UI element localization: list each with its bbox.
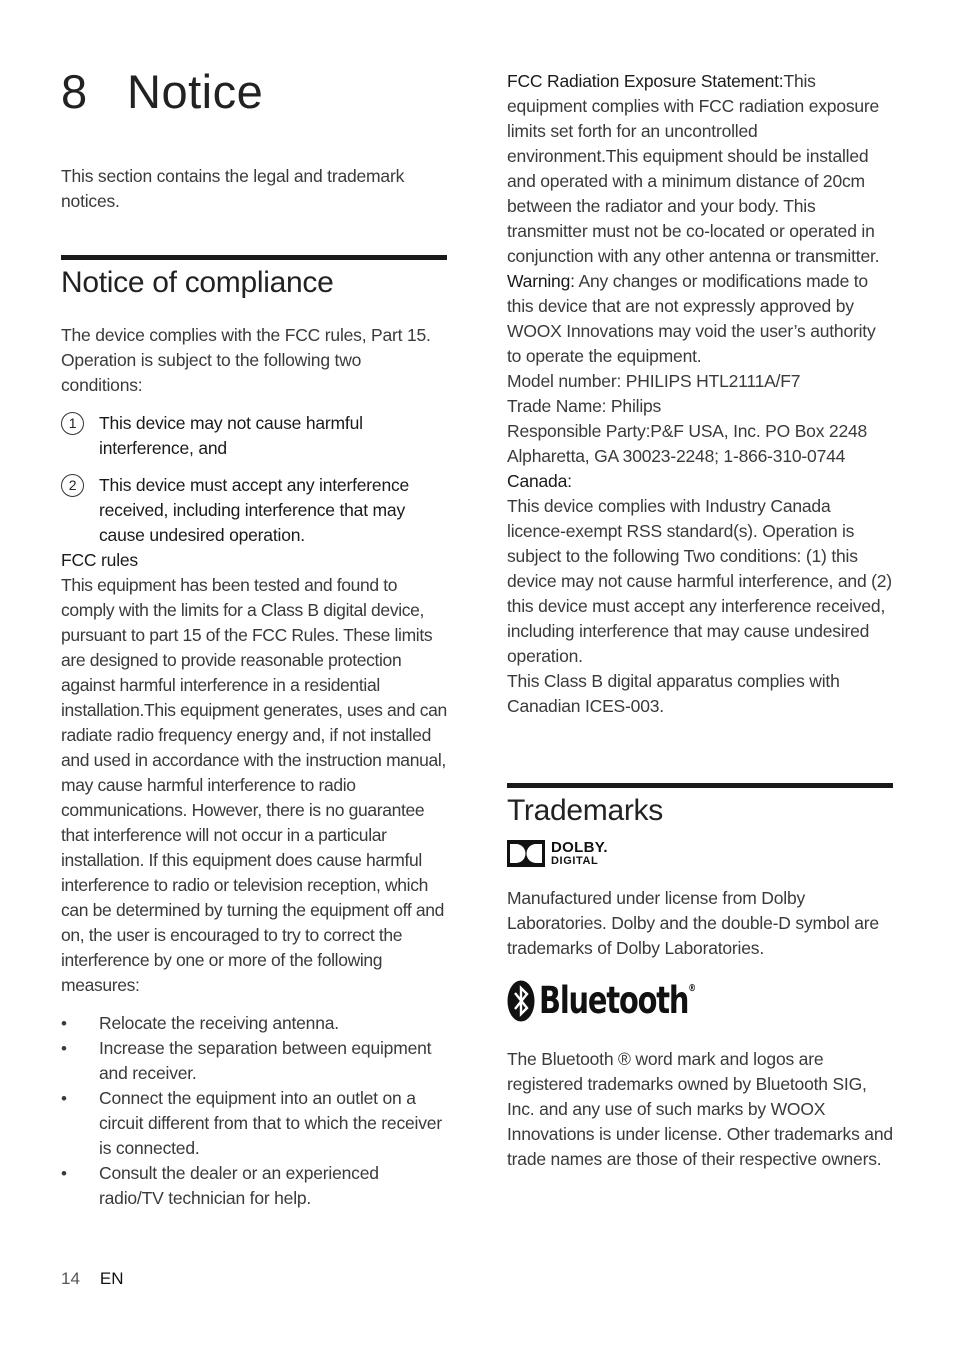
measures-list (61, 1011, 447, 1211)
measure-text: Relocate the receiving antenna. (99, 1013, 339, 1033)
chapter-name: Notice (127, 65, 264, 118)
radiation-text: This equipment complies with FCC radiation exposure limits set forth for an uncontrolled environment.This equipment should be installed and operated with a minimum distance of 20cm between the radiator and your body. This transmitter must not be co-located or operated in conjunction with any other antenna or transmitter. (507, 71, 880, 266)
fcc-rules-paragraph: This equipment has been tested and found to comply with the limits for a Class B digital device, pursuant to part 15 of the FCC Rules. These limits are designed to provide reasonable protection against harmful interference in a residential installation.This equipment generates, uses and can radiate radio frequency energy and, if not installed and used in accordance with the instruction manual, may cause harmful interference to radio communications. However, there is no guarantee that interference will not occur in a particular installation. If this equipment does cause harmful interference to radio or television reception, which can be determined by turning the equipment off and on, the user is encouraged to try to correct the interference by one or more of the following measures: (61, 575, 447, 995)
condition-item (61, 411, 447, 461)
condition-item (61, 473, 447, 548)
measure-text: Consult the dealer or an experienced radio/TV technician for help. (99, 1163, 379, 1208)
dolby-logo (507, 840, 893, 867)
dolby-wordmark (551, 840, 608, 867)
measure-text: Increase the separation between equipment and receiver. (99, 1038, 432, 1083)
number-circle: 2 (61, 474, 84, 497)
bluetooth-wordmark: Bluetooth® (539, 979, 697, 1022)
bullet-icon: • (61, 1089, 67, 1108)
conditions-list (61, 411, 447, 548)
bullet-icon: • (61, 1164, 67, 1183)
trade-name: Trade Name: Philips (507, 396, 662, 416)
intro-text: This section contains the legal and trademark notices. (61, 166, 405, 211)
canada-text: This device complies with Industry Canada licence-exempt RSS standard(s). Operation is subject to the following Two conditions: (1) this device may not cause harmful interference, and (2) this device must accept any interference received, including interference that may cause undesired operation. (507, 496, 892, 666)
measure-item (61, 1036, 447, 1086)
ices-text: This Class B digital apparatus complies with Canadian ICES-003. (507, 671, 840, 716)
registered-mark: ® (688, 983, 697, 994)
compliance-section (61, 255, 447, 303)
dolby-word: DOLBY. (551, 839, 608, 856)
dolby-text: Manufactured under license from Dolby Laboratories. Dolby and the double-D symbol are trademarks of Dolby Laboratories. (507, 888, 879, 958)
measure-text: Connect the equipment into an outlet on a circuit different from that to which the receiver is connected. (99, 1088, 442, 1158)
chapter-number: 8 (61, 65, 88, 118)
warning-paragraph (507, 269, 893, 369)
measure-item (61, 1161, 447, 1211)
model-number: Model number: PHILIPS HTL2111A/F7 (507, 371, 801, 391)
fcc-radiation-block (507, 69, 893, 719)
section-rule (61, 255, 447, 260)
radiation-paragraph (507, 69, 893, 269)
page-footer (61, 1266, 124, 1291)
chapter-title (61, 62, 263, 122)
canada-label: Canada: (507, 471, 572, 491)
language-code: EN (99, 1269, 124, 1288)
number-circle: 1 (61, 412, 84, 435)
bullet-icon: • (61, 1039, 67, 1058)
section-rule (507, 783, 893, 788)
radiation-label: FCC Radiation Exposure Statement: (507, 71, 784, 91)
compliance-paragraph: The device complies with the FCC rules, Part 15. Operation is subject to the following two conditions: (61, 325, 431, 395)
double-d-icon (507, 840, 545, 867)
trademarks-section (507, 783, 893, 1172)
compliance-heading: Notice of compliance (61, 266, 334, 299)
compliance-body (61, 323, 447, 1211)
warning-text: Any changes or modifications made to this device that are not expressly approved by WOOX Innovations may void the user’s authority to operate the equipment. (507, 271, 876, 366)
condition-text: This device must accept any interference received, including interference that may cause undesired operation. (99, 475, 410, 545)
page-number: 14 (61, 1269, 80, 1288)
digital-word: DIGITAL (551, 855, 599, 867)
responsible-party: Responsible Party:P&F USA, Inc. PO Box 2248 Alpharetta, GA 30023-2248; 1-866-310-0744 (507, 421, 868, 466)
fcc-rules-heading: FCC rules (61, 550, 138, 570)
measure-item (61, 1011, 447, 1036)
trademarks-heading: Trademarks (507, 794, 663, 827)
measure-item (61, 1086, 447, 1161)
bluetooth-text: The Bluetooth ® word mark and logos are registered trademarks owned by Bluetooth SIG, Inc. and any use of such marks by WOOX Innovations is under license. Other trademarks and trade names are those of their respective owners. (507, 1049, 893, 1169)
bluetooth-logo (507, 979, 893, 1022)
bullet-icon: • (61, 1014, 67, 1033)
warning-label: Warning: (507, 271, 575, 291)
bluetooth-rune-icon (507, 980, 535, 1022)
condition-text: This device may not cause harmful interference, and (99, 413, 363, 458)
